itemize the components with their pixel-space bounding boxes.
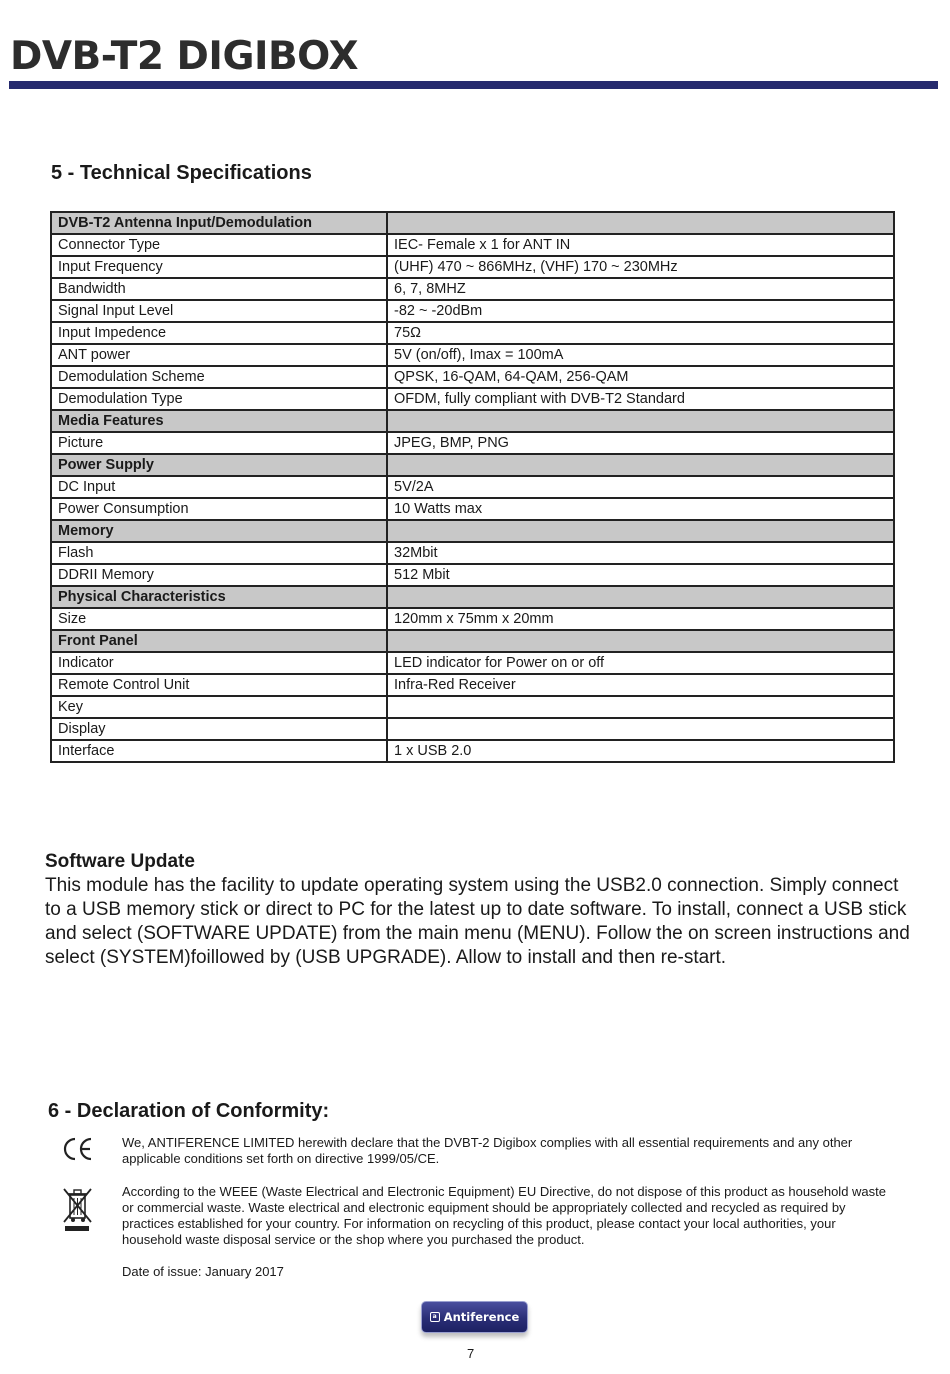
spec-label: Demodulation Type [51,388,387,410]
spec-value: Infra-Red Receiver [387,674,894,696]
spec-label: Size [51,608,387,630]
title-rule [9,81,938,89]
spec-row [51,740,894,762]
software-update-section [45,850,915,970]
spec-row [51,476,894,498]
logo-text: Antiference [443,1310,520,1324]
spec-row [51,256,894,278]
spec-row [51,608,894,630]
spec-label: Key [51,696,387,718]
spec-row [51,366,894,388]
spec-value [387,718,894,740]
spec-row [51,344,894,366]
spec-value: 512 Mbit [387,564,894,586]
spec-row [51,322,894,344]
spec-value [387,520,894,542]
software-update-title: Software Update [45,851,195,872]
spec-value: 5V (on/off), Imax = 100mA [387,344,894,366]
software-update-body: This module has the facility to update operating system using the USB2.0 connection. Simply connect to a USB memory stick or direct to PC for the latest up to date software. To install, connect a USB stick and select (SOFTWARE UPDATE) from the main menu (MENU). Follow the on screen instructions and select (SYSTEM)foillowed by (USB UPGRADE). Allow to install and then re-start. [45,875,910,968]
spec-label: Interface [51,740,387,762]
spec-section-row [51,520,894,542]
spec-row [51,696,894,718]
spec-row [51,300,894,322]
spec-label: Display [51,718,387,740]
spec-label: Picture [51,432,387,454]
spec-value: QPSK, 16-QAM, 64-QAM, 256-QAM [387,366,894,388]
spec-row [51,718,894,740]
spec-value: JPEG, BMP, PNG [387,432,894,454]
date-of-issue: Date of issue: January 2017 [122,1264,284,1279]
spec-row [51,278,894,300]
spec-value [387,586,894,608]
spec-label: Demodulation Scheme [51,366,387,388]
spec-value: 75Ω [387,322,894,344]
spec-value: 6, 7, 8MHZ [387,278,894,300]
spec-value: 1 x USB 2.0 [387,740,894,762]
spec-value: 10 Watts max [387,498,894,520]
spec-label: Signal Input Level [51,300,387,322]
spec-value: 5V/2A [387,476,894,498]
spec-value: OFDM, fully compliant with DVB-T2 Standard [387,388,894,410]
specifications-heading: 5 - Technical Specifications [51,162,312,184]
spec-value: IEC- Female x 1 for ANT IN [387,234,894,256]
page-number: 7 [467,1346,475,1361]
spec-value: (UHF) 470 ~ 866MHz, (VHF) 170 ~ 230MHz [387,256,894,278]
spec-section-row [51,212,894,234]
spec-section-row [51,586,894,608]
spec-value [387,454,894,476]
ce-mark-icon [62,1136,94,1162]
spec-section-row [51,630,894,652]
spec-label: Memory [51,520,387,542]
spec-label: Power Consumption [51,498,387,520]
spec-value [387,630,894,652]
logo-mark-icon: a [430,1312,440,1322]
spec-label: Flash [51,542,387,564]
spec-value: 32Mbit [387,542,894,564]
weee-crossed-bin-icon [61,1186,93,1232]
spec-label: Connector Type [51,234,387,256]
spec-label: DVB-T2 Antenna Input/Demodulation [51,212,387,234]
spec-label: Bandwidth [51,278,387,300]
spec-label: Media Features [51,410,387,432]
specifications-table [50,211,895,763]
spec-row [51,542,894,564]
spec-label: DDRII Memory [51,564,387,586]
spec-label: Front Panel [51,630,387,652]
spec-value: 120mm x 75mm x 20mm [387,608,894,630]
weee-statement: According to the WEEE (Waste Electrical and Electronic Equipment) EU Directive, do not dispose of this product as household waste or commercial waste. Waste electrical and electronic equipment should be appropriately collected and recycled as required by practices established for your country. For information on recycling of this product, please contact your local authorities, your household waste disposal service or the shop where you purchased the product. [122,1184,886,1247]
spec-value [387,410,894,432]
spec-row [51,652,894,674]
spec-section-row [51,454,894,476]
spec-row [51,674,894,696]
document-title: DVB-T2 DIGIBOX [10,34,359,79]
spec-row [51,498,894,520]
spec-label: Input Frequency [51,256,387,278]
spec-value: LED indicator for Power on or off [387,652,894,674]
conformity-heading: 6 - Declaration of Conformity: [48,1100,330,1122]
spec-value: -82 ~ -20dBm [387,300,894,322]
antiference-logo [421,1301,528,1333]
ce-statement: We, ANTIFERENCE LIMITED herewith declare that the DVBT-2 Digibox complies with all essential requirements and any other applicable conditions set forth on directive 1999/05/CE. [122,1135,853,1166]
spec-label: Physical Characteristics [51,586,387,608]
spec-row [51,388,894,410]
spec-value [387,212,894,234]
spec-label: Input Impedence [51,322,387,344]
spec-label: DC Input [51,476,387,498]
spec-value [387,696,894,718]
spec-label: Remote Control Unit [51,674,387,696]
specifications-table-body [51,212,894,762]
spec-label: Indicator [51,652,387,674]
spec-section-row [51,410,894,432]
spec-row [51,564,894,586]
spec-label: Power Supply [51,454,387,476]
spec-row [51,432,894,454]
spec-label: ANT power [51,344,387,366]
spec-row [51,234,894,256]
